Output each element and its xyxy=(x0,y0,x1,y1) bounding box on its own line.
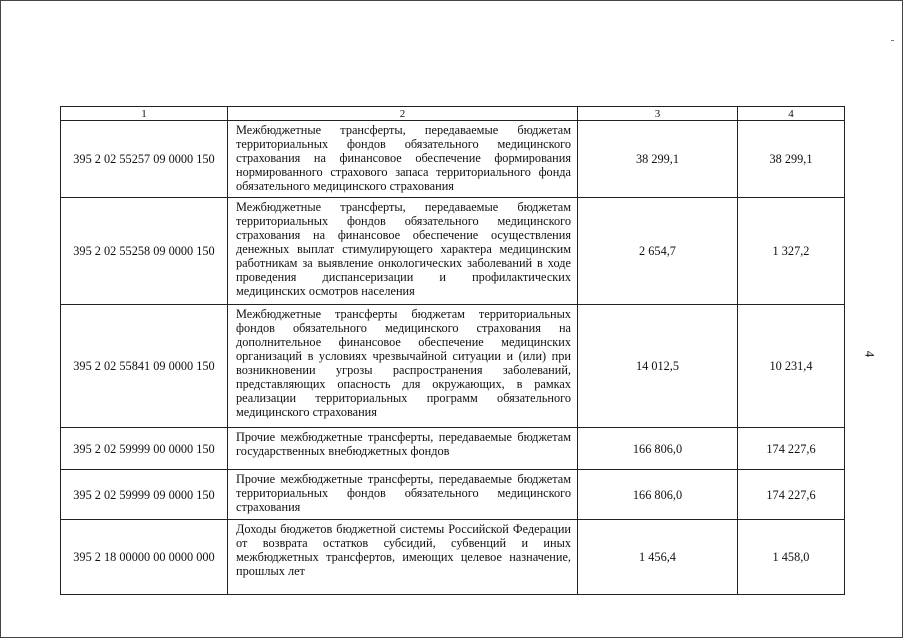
budget-code: 395 2 02 59999 09 0000 150 xyxy=(61,470,228,520)
amount-col-4: 10 231,4 xyxy=(738,305,845,428)
amount-col-3: 166 806,0 xyxy=(578,470,738,520)
amount-col-4: 1 327,2 xyxy=(738,198,845,305)
table-row xyxy=(61,470,845,520)
amount-col-4: 1 458,0 xyxy=(738,520,845,595)
budget-income-table xyxy=(60,106,845,595)
income-name: Доходы бюджетов бюджетной системы Российской Федерации от возврата остатков субсидий, субвенций и иных межбюджетных трансфертов, имеющих целевое назначение, прошлых лет xyxy=(228,520,578,595)
income-name: Прочие межбюджетные трансферты, передаваемые бюджетам государственных внебюджетных фондов xyxy=(228,428,578,470)
header-col-3: 3 xyxy=(578,107,738,121)
income-name: Межбюджетные трансферты, передаваемые бюджетам территориальных фондов обязательного медицинского страхования на финансовое обеспечение формирования нормированного страхового запаса территориального фонда обязательного медицинского страхования xyxy=(228,121,578,198)
header-col-2: 2 xyxy=(228,107,578,121)
amount-col-3: 166 806,0 xyxy=(578,428,738,470)
amount-col-4: 174 227,6 xyxy=(738,428,845,470)
budget-code: 395 2 02 55841 09 0000 150 xyxy=(61,305,228,428)
budget-code: 395 2 18 00000 00 0000 000 xyxy=(61,520,228,595)
amount-col-3: 14 012,5 xyxy=(578,305,738,428)
amount-col-3: 2 654,7 xyxy=(578,198,738,305)
table-row xyxy=(61,520,845,595)
income-name: Межбюджетные трансферты, передаваемые бюджетам территориальных фондов обязательного медицинского страхования на финансовое обеспечение осуществления денежных выплат стимулирующего характера медицинским работникам за выявление онкологических заболеваний в ходе проведения диспансеризации и профилактических медицинских осмотров населения xyxy=(228,198,578,305)
income-name: Межбюджетные трансферты бюджетам территориальных фондов обязательного медицинского страхования на дополнительное финансовое обеспечение медицинских организаций в условиях чрезвычайной ситуации и (или) при возникновении угрозы распространения заболеваний, представляющих опасность для окружающих, в рамках реализации территориальных программ обязательного медицинского страхования xyxy=(228,305,578,428)
table-row xyxy=(61,305,845,428)
header-col-4: 4 xyxy=(738,107,845,121)
budget-code: 395 2 02 59999 00 0000 150 xyxy=(61,428,228,470)
budget-table-container xyxy=(60,106,844,595)
table-row xyxy=(61,121,845,198)
amount-col-4: 38 299,1 xyxy=(738,121,845,198)
income-name: Прочие межбюджетные трансферты, передаваемые бюджетам территориальных фондов обязательного медицинского страхования xyxy=(228,470,578,520)
scan-mark xyxy=(891,40,894,41)
budget-code: 395 2 02 55258 09 0000 150 xyxy=(61,198,228,305)
amount-col-3: 1 456,4 xyxy=(578,520,738,595)
header-col-1: 1 xyxy=(61,107,228,121)
header-row xyxy=(61,107,845,121)
amount-col-3: 38 299,1 xyxy=(578,121,738,198)
budget-code: 395 2 02 55257 09 0000 150 xyxy=(61,121,228,198)
amount-col-4: 174 227,6 xyxy=(738,470,845,520)
table-row xyxy=(61,428,845,470)
page-number: 4 xyxy=(862,350,878,358)
table-row xyxy=(61,198,845,305)
